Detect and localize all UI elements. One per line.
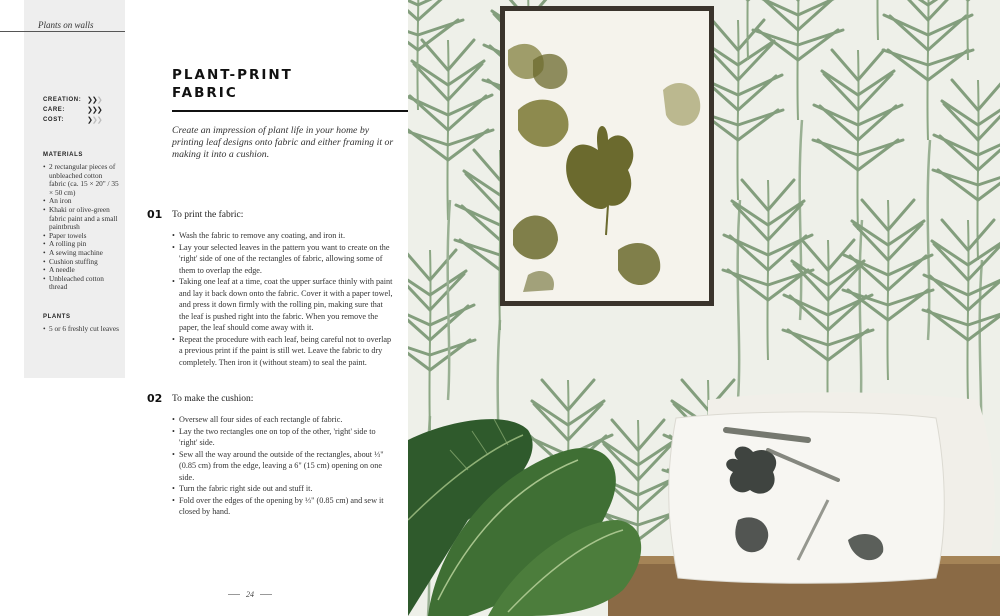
materials-heading: MATERIALS <box>43 152 83 158</box>
folio-dash <box>260 594 272 595</box>
rating-label: CREATION: <box>43 97 82 103</box>
list-item: • Oversew all four sides of each rectangle of fabric. <box>172 414 394 426</box>
materials-list <box>43 163 121 292</box>
plants-heading: PLANTS <box>43 314 71 320</box>
list-item: • Sew all the way around the outside of the rectangles, about ⅓" (0.85 cm) from the edge, leaving a 6" (15 cm) opening on one side. <box>172 449 394 484</box>
list-item: • Unbleached cotton thread <box>43 275 121 292</box>
list-item: • A rolling pin <box>43 240 121 249</box>
chevron-rating-icon: ❯❯❯ <box>87 96 102 104</box>
rating-cost <box>43 115 123 125</box>
title-line: PLANT-PRINT <box>172 67 293 83</box>
left-page <box>0 0 408 616</box>
title-rule <box>172 110 408 112</box>
step-list <box>172 414 394 518</box>
rating-label: COST: <box>43 117 64 123</box>
list-item: • Taking one leaf at a time, coat the upper surface thinly with paint and lay it back down onto the fabric. Cover it with a paper towel, and press it down firmly with the rolling pin, making sure that the leaf is pushed right into the fabric. When you remove the paper, the leaf should come away with it. <box>172 276 394 334</box>
chevron-rating-icon: ❯❯❯ <box>87 106 102 114</box>
list-item: • 2 rectangular pieces of unbleached cotton fabric (ca. 15 × 20" / 35 × 50 cm) <box>43 163 121 197</box>
step-list <box>172 230 394 369</box>
list-item: • Repeat the procedure with each leaf, being careful not to overlap a previous print if the paint is still wet. Leave the fabric to dry completely. Then iron it (without steam) to seal the paint. <box>172 334 394 369</box>
chevron-rating-icon: ❯❯❯ <box>87 116 102 124</box>
list-item: • Fold over the edges of the opening by ⅓" (0.85 cm) and sew it closed by hand. <box>172 495 394 518</box>
leaf-print-cushion <box>669 412 945 583</box>
list-item: • A sewing machine <box>43 249 121 258</box>
plants-list <box>43 325 121 334</box>
rating-label: CARE: <box>43 107 65 113</box>
page-title <box>172 66 293 102</box>
rating-care <box>43 105 123 115</box>
list-item: • A needle <box>43 266 121 275</box>
list-item: • Cushion stuffing <box>43 258 121 267</box>
list-item: • An iron <box>43 197 121 206</box>
page-number-text: 24 <box>246 590 254 599</box>
room-photo <box>408 0 1000 616</box>
running-head-rule <box>0 31 125 32</box>
rating-creation <box>43 95 123 105</box>
folio-dash <box>228 594 240 595</box>
list-item: • Turn the fabric right side out and stuff it. <box>172 483 394 495</box>
list-item: • 5 or 6 freshly cut leaves <box>43 325 121 334</box>
step-number: 01 <box>147 208 163 221</box>
step-title: To make the cushion: <box>172 394 254 404</box>
step-title: To print the fabric: <box>172 210 244 220</box>
title-line: FABRIC <box>172 85 238 101</box>
list-item: • Wash the fabric to remove any coating, and iron it. <box>172 230 394 242</box>
step-number: 02 <box>147 392 163 405</box>
list-item: • Lay your selected leaves in the pattern you want to create on the 'right' side of one of the rectangles of fabric, allowing some of them to overlap the edge. <box>172 242 394 277</box>
framed-leaf-print <box>500 6 714 306</box>
running-head: Plants on walls <box>38 20 94 30</box>
intro-text: Create an impression of plant life in your home by printing leaf designs onto fabric and either framing it or making it into a cushion. <box>172 125 394 161</box>
list-item: • Lay the two rectangles one on top of the other, 'right' side to 'right' side. <box>172 426 394 449</box>
list-item: • Paper towels <box>43 232 121 241</box>
page-number <box>228 590 272 599</box>
list-item: • Khaki or olive-green fabric paint and a small paintbrush <box>43 206 121 232</box>
difficulty-ratings <box>43 95 123 125</box>
